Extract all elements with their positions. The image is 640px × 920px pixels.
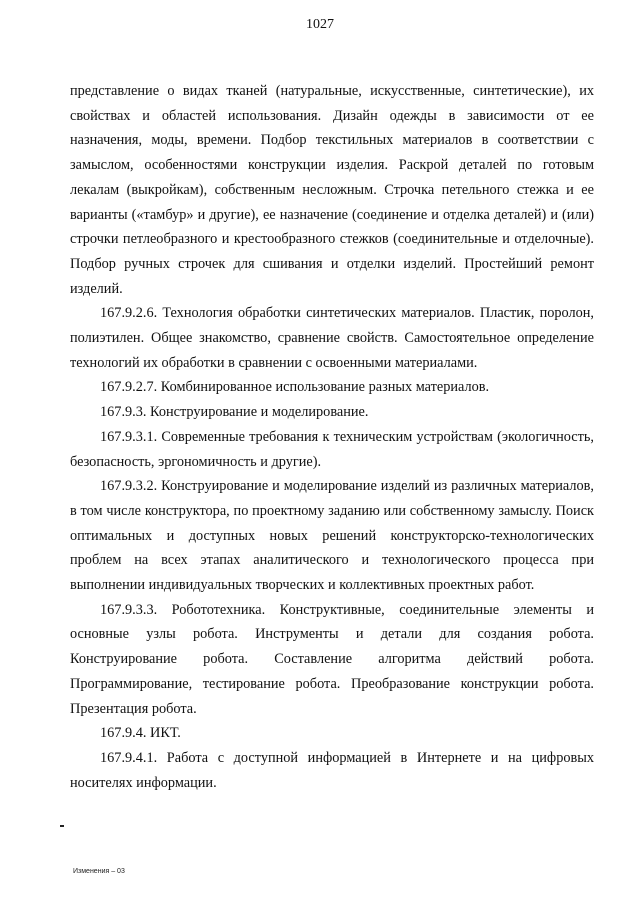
paragraph-167-9-2-6: 167.9.2.6. Технология обработки синтетических материалов. Пластик, поролон, полиэтилен. Общее знакомство, сравнение свойств. Самостоятельное определение технологий их обработки в сравнении с освоенными материалами. xyxy=(70,305,594,371)
paragraph-167-9-4: 167.9.4. ИКТ. xyxy=(100,725,181,742)
document-body xyxy=(70,79,594,795)
paragraph-continuation: представление о видах тканей (натуральные, искусственные, синтетические), их свойствах и областей использования. Дизайн одежды в зависимости от ее назначения, моды, времени. Подбор текстильных материалов в соответствии с замыслом, особенностями конструкции изделия. Раскрой деталей по готовым лекалам (выкройкам), собственным несложным. Строчка петельного стежка и ее варианты («тамбур» и другие), ее назначение (соединение и отделка деталей) и (или) строчки петлеобразного и крестообразного стежков (соединительные и отделочные). Подбор ручных строчек для сшивания и отделки изделий. Простейший ремонт изделий. xyxy=(70,83,594,297)
paragraph-167-9-2-7: 167.9.2.7. Комбинированное использование разных материалов. xyxy=(100,379,490,396)
paragraph-167-9-3-2: 167.9.3.2. Конструирование и моделирование изделий из различных материалов, в том числе конструктора, по проектному заданию или собственному замыслу. Поиск оптимальных и доступных новых решений конструкторско-технологических проблем на всех этапах аналитического и технологического процесса при выполнении индивидуальных творческих и коллективных проектных работ. xyxy=(70,478,594,594)
paragraph-167-9-4-1: 167.9.4.1. Работа с доступной информацией в Интернете и на цифровых носителях информации. xyxy=(70,749,594,791)
paragraph-167-9-3-1: 167.9.3.1. Современные требования к техническим устройствам (экологичность, безопасность, эргономичность и другие). xyxy=(70,428,594,470)
footer-revision-note: Изменения – 03 xyxy=(73,868,125,875)
paragraph-167-9-3: 167.9.3. Конструирование и моделирование. xyxy=(100,404,369,421)
page-number: 1027 xyxy=(306,17,334,32)
paragraph-167-9-3-3: 167.9.3.3. Робототехника. Конструктивные, соединительные элементы и основные узлы робота. Инструменты и детали для создания робота. Конструирование робота. Составление алгоритма действий робота. Программирование, тестирование робота. Преобразование конструкции робота. Презентация робота. xyxy=(70,601,594,717)
margin-mark xyxy=(60,825,64,827)
